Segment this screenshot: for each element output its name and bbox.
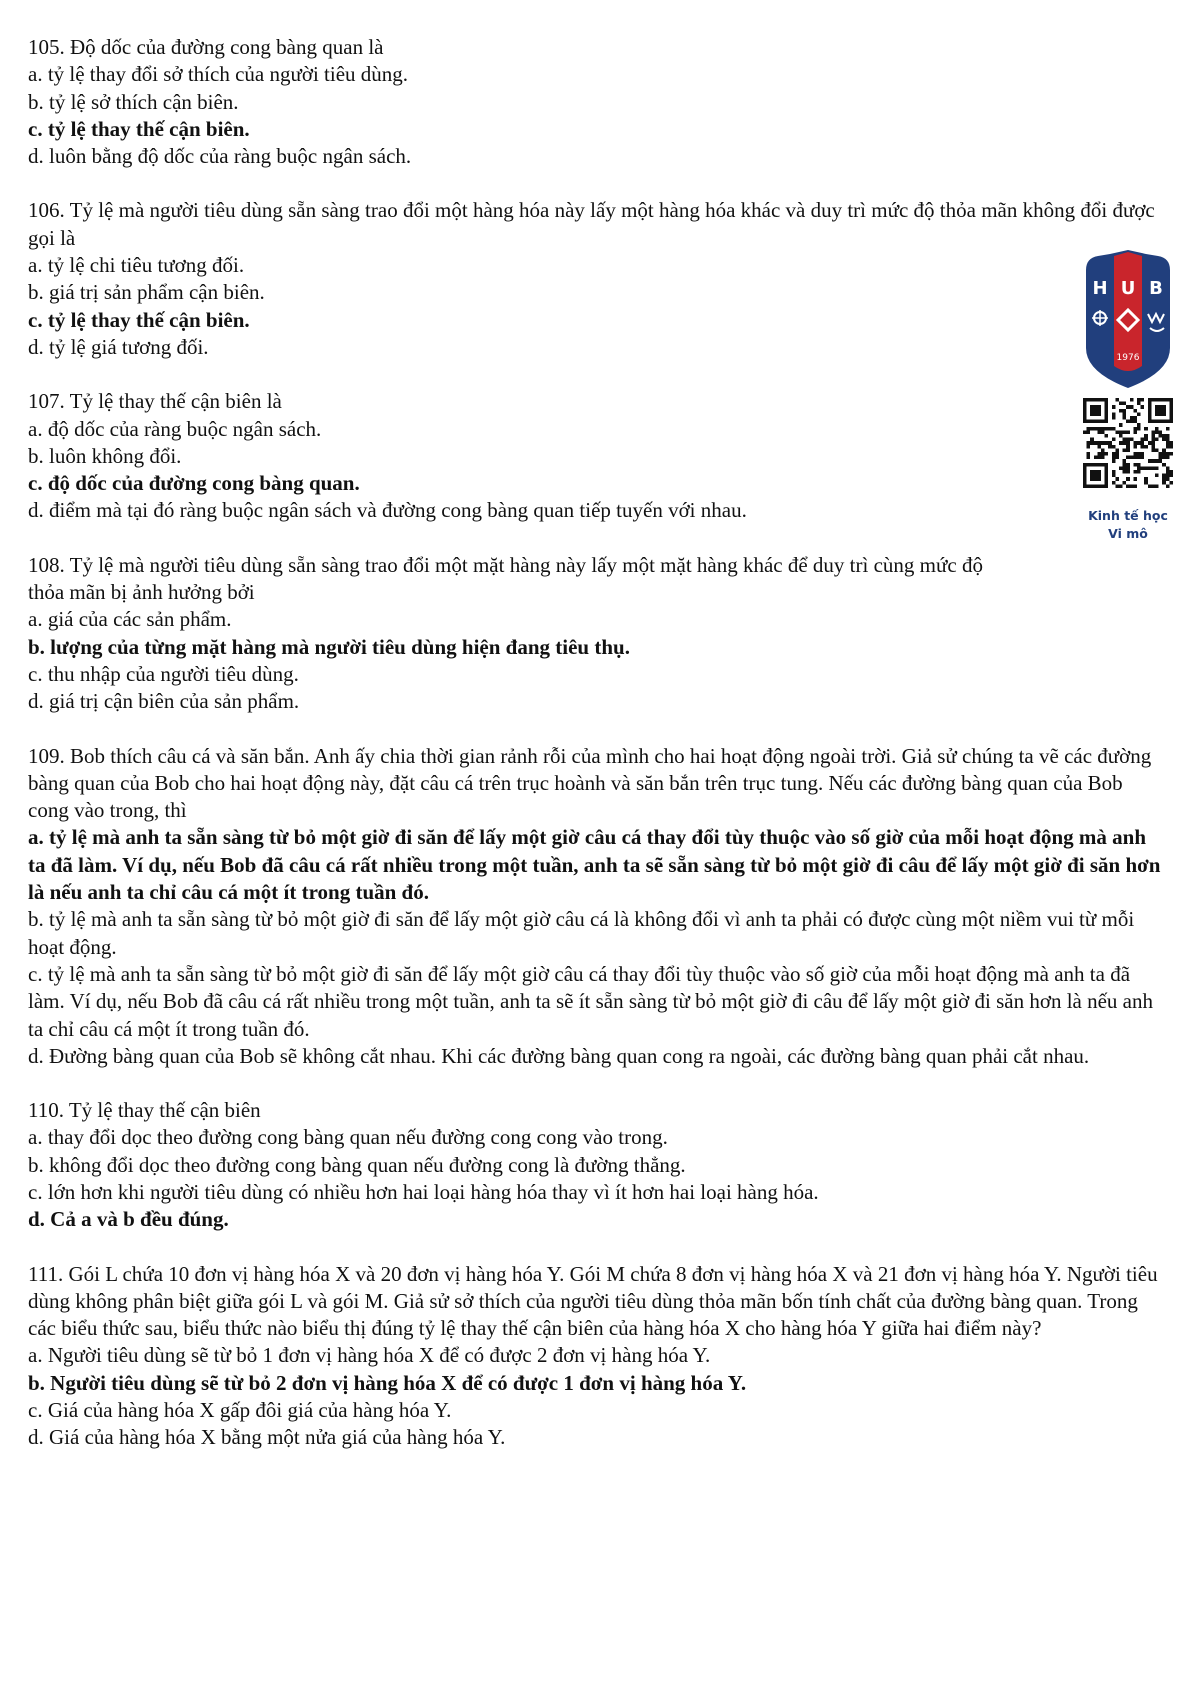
answer-option: c. lớn hơn khi người tiêu dùng có nhiều hơn hai loại hàng hóa thay vì ít hơn hai loại hàng hóa. bbox=[28, 1179, 819, 1204]
answer-option: d. luôn bằng độ dốc của ràng buộc ngân sách. bbox=[28, 144, 412, 169]
question-stem: 111. Gói L chứa 10 đơn vị hàng hóa X và 20 đơn vị hàng hóa Y. Gói M chứa 8 đơn vị hàng hóa X và 21 đơn vị hàng hóa Y. Người tiêu dùng không phân biệt giữa gói L và gói M. Giả sử sở thích của người tiêu dùng thỏa mãn bốn tính chất của đường bàng quan. Trong các biểu thức sau, biểu thức nào biểu thị đúng tỷ lệ thay thế cận biên của hàng hóa X cho hàng hóa Y giữa hai điểm này? bbox=[28, 1261, 1163, 1341]
answer-option: a. tỷ lệ chi tiêu tương đối. bbox=[28, 253, 245, 278]
question-105 bbox=[28, 34, 1168, 170]
correct-answer-option: c. tỷ lệ thay thế cận biên. bbox=[28, 116, 250, 141]
answer-option: d. Đường bàng quan của Bob sẽ không cắt nhau. Khi các đường bàng quan cong ra ngoài, các đường bàng quan phải cắt nhau. bbox=[28, 1043, 1090, 1068]
brand-line-2: Vi mô bbox=[1108, 526, 1148, 541]
question-106 bbox=[28, 197, 1168, 361]
answer-option: d. điểm mà tại đó ràng buộc ngân sách và đường cong bàng quan tiếp tuyến với nhau. bbox=[28, 498, 747, 523]
logo-letter-u: U bbox=[1120, 278, 1136, 299]
correct-answer-option: b. lượng của từng mặt hàng mà người tiêu dùng hiện đang tiêu thụ. bbox=[28, 634, 630, 659]
logo-letter-h: H bbox=[1092, 278, 1108, 299]
course-brand bbox=[1078, 507, 1178, 543]
question-stem: 105. Độ dốc của đường cong bàng quan là bbox=[28, 35, 384, 59]
qr-code-icon bbox=[1083, 398, 1173, 488]
question-108 bbox=[28, 552, 1168, 716]
hub-logo-icon bbox=[1080, 248, 1176, 390]
answer-option: d. tỷ lệ giá tương đối. bbox=[28, 334, 209, 359]
correct-answer-option: c. tỷ lệ thay thế cận biên. bbox=[28, 307, 250, 332]
answer-option: a. tỷ lệ thay đổi sở thích của người tiêu dùng. bbox=[28, 62, 409, 87]
question-stem: 106. Tỷ lệ mà người tiêu dùng sẵn sàng trao đổi một hàng hóa này lấy một hàng hóa khác và duy trì mức độ thỏa mãn không đổi được gọi là bbox=[28, 198, 1161, 250]
answer-option: b. tỷ lệ mà anh ta sẵn sàng từ bỏ một giờ đi săn để lấy một giờ câu cá là không đổi vì anh ta phải có được cùng một niềm vui từ mỗi hoạt động. bbox=[28, 907, 1140, 959]
question-107 bbox=[28, 388, 1168, 524]
answer-option: a. Người tiêu dùng sẽ từ bỏ 1 đơn vị hàng hóa X để có được 2 đơn vị hàng hóa Y. bbox=[28, 1343, 711, 1368]
correct-answer-option: a. tỷ lệ mà anh ta sẵn sàng từ bỏ một giờ đi săn để lấy một giờ câu cá thay đổi tùy thuộc vào số giờ của mỗi hoạt động mà anh ta đã làm. Ví dụ, nếu Bob đã câu cá rất nhiều trong một tuần, anh ta sẽ sẵn sàng từ bỏ một giờ đi câu để lấy một giờ đi săn hơn là nếu anh ta chỉ câu cá một ít trong tuần đó. bbox=[28, 825, 1166, 905]
answer-option: a. giá của các sản phẩm. bbox=[28, 607, 232, 632]
document-page bbox=[28, 34, 1168, 1479]
answer-option: a. thay đổi dọc theo đường cong bàng quan nếu đường cong cong vào trong. bbox=[28, 1125, 668, 1150]
question-109 bbox=[28, 743, 1168, 1071]
correct-answer-option: b. Người tiêu dùng sẽ từ bỏ 2 đơn vị hàng hóa X để có được 1 đơn vị hàng hóa Y. bbox=[28, 1370, 747, 1395]
question-stem: 107. Tỷ lệ thay thế cận biên là bbox=[28, 389, 282, 414]
answer-option: d. Giá của hàng hóa X bằng một nửa giá của hàng hóa Y. bbox=[28, 1425, 506, 1450]
answer-option: b. luôn không đổi. bbox=[28, 443, 182, 468]
answer-option: b. giá trị sản phẩm cận biên. bbox=[28, 280, 265, 305]
answer-option: b. tỷ lệ sở thích cận biên. bbox=[28, 89, 239, 114]
question-stem: 110. Tỷ lệ thay thế cận biên bbox=[28, 1098, 261, 1123]
answer-option: c. Giá của hàng hóa X gấp đôi giá của hàng hóa Y. bbox=[28, 1398, 452, 1423]
question-111 bbox=[28, 1261, 1168, 1452]
logo-year: 1976 bbox=[1116, 353, 1140, 363]
correct-answer-option: d. Cả a và b đều đúng. bbox=[28, 1207, 229, 1232]
answer-option: c. tỷ lệ mà anh ta sẵn sàng từ bỏ một giờ đi săn để lấy một giờ câu cá thay đổi tùy thuộc vào số giờ của mỗi hoạt động mà anh ta đã làm. Ví dụ, nếu Bob đã câu cá rất nhiều trong một tuần, anh ta sẽ ít sẵn sàng từ bỏ một giờ đi câu để lấy một giờ đi săn hơn là nếu anh ta chỉ câu cá một ít trong tuần đó. bbox=[28, 961, 1159, 1041]
answer-option: d. giá trị cận biên của sản phẩm. bbox=[28, 689, 300, 714]
question-stem: 109. Bob thích câu cá và săn bắn. Anh ấy chia thời gian rảnh rỗi của mình cho hai hoạt động ngoài trời. Giả sử chúng ta vẽ các đường bàng quan của Bob cho hai hoạt động này, đặt câu cá trên trục hoành và săn bắn trên trục tung. Nếu các đường bàng quan của Bob cong vào trong, thì bbox=[28, 743, 1157, 823]
question-stem: 108. Tỷ lệ mà người tiêu dùng sẵn sàng trao đổi một mặt hàng này lấy một mặt hàng khác để duy trì cùng mức độ thỏa mãn bị ảnh hưởng bởi bbox=[28, 552, 989, 605]
logo-letter-b: B bbox=[1149, 278, 1163, 299]
brand-line-1: Kinh tế học bbox=[1088, 508, 1168, 523]
answer-option: a. độ dốc của ràng buộc ngân sách. bbox=[28, 416, 322, 441]
answer-option: b. không đổi dọc theo đường cong bàng quan nếu đường cong là đường thẳng. bbox=[28, 1152, 686, 1177]
correct-answer-option: c. độ dốc của đường cong bàng quan. bbox=[28, 471, 360, 496]
answer-option: c. thu nhập của người tiêu dùng. bbox=[28, 661, 299, 686]
question-110 bbox=[28, 1097, 1168, 1233]
